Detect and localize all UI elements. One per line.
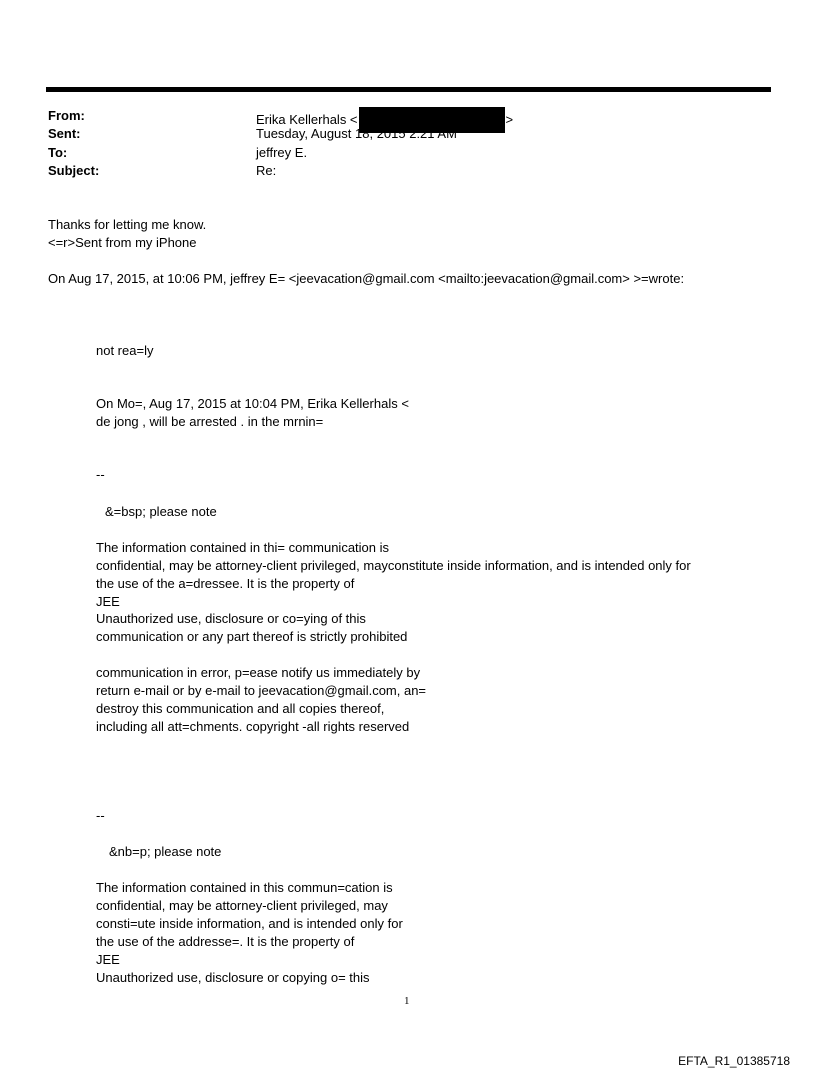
document-id: EFTA_R1_01385718	[678, 1054, 790, 1068]
inner-reply: not rea=ly	[96, 343, 154, 358]
header-rule	[46, 87, 771, 92]
from-label: From:	[48, 108, 85, 123]
disclaimer-line: the use of the addresse=. It is the property of	[96, 934, 355, 949]
quote-header: On Aug 17, 2015, at 10:06 PM, jeffrey E= <jeevacation@gmail.com <mailto:jeevacation@gmail.com> >=wrote:	[48, 271, 685, 286]
disclaimer-line: JEE	[96, 594, 120, 609]
sent-label: Sent:	[48, 126, 81, 141]
subject-label: Subject:	[48, 163, 100, 178]
disclaimer-line: Unauthorized use, disclosure or copying o= this	[96, 970, 370, 985]
disclaimer-line: destroy this communication and all copies thereof,	[96, 701, 385, 716]
from-name: Erika Kellerhals <	[256, 112, 358, 127]
disclaimer-line: consti=ute inside information, and is intended only for	[96, 916, 403, 931]
sent-value: Tuesday, August 18, 2015 2:21 AM	[256, 126, 457, 141]
page-number: 1	[404, 995, 410, 1007]
reply-line: Thanks for letting me know.	[48, 217, 207, 232]
disclaimer-line: communication or any part thereof is strictly prohibited	[96, 629, 408, 644]
please-note: &=bsp; please note	[105, 504, 217, 519]
signature-dash: --	[96, 467, 105, 482]
to-value: jeffrey E.	[256, 145, 308, 160]
to-label: To:	[48, 145, 68, 160]
disclaimer-line: JEE	[96, 952, 120, 967]
disclaimer-line: The information contained in thi= communication is	[96, 540, 390, 555]
disclaimer-line: communication in error, p=ease notify us immediately by	[96, 665, 421, 680]
from-bracket: >	[505, 112, 514, 127]
disclaimer-line: Unauthorized use, disclosure or co=ying of this	[96, 611, 366, 626]
inner-quote-line: de jong , will be arrested . in the mrnin=	[96, 414, 324, 429]
reply-line: <=r>Sent from my iPhone	[48, 235, 197, 250]
subject-value: Re:	[256, 163, 277, 178]
disclaimer-line: The information contained in this commun=cation is	[96, 880, 393, 895]
disclaimer-line: return e-mail or by e-mail to jeevacation@gmail.com, an=	[96, 683, 427, 698]
disclaimer-line: including all att=chments. copyright -all rights reserved	[96, 719, 410, 734]
disclaimer-line: confidential, may be attorney-client privileged, may	[96, 898, 388, 913]
inner-quote-line: On Mo=, Aug 17, 2015 at 10:04 PM, Erika Kellerhals <	[96, 396, 409, 411]
signature-dash: --	[96, 808, 105, 823]
disclaimer-line: confidential, may be attorney-client privileged, mayconstitute inside information, and is intended only for	[96, 558, 691, 573]
disclaimer-line: the use of the a=dressee. It is the property of	[96, 576, 355, 591]
please-note: &nb=p; please note	[109, 844, 222, 859]
